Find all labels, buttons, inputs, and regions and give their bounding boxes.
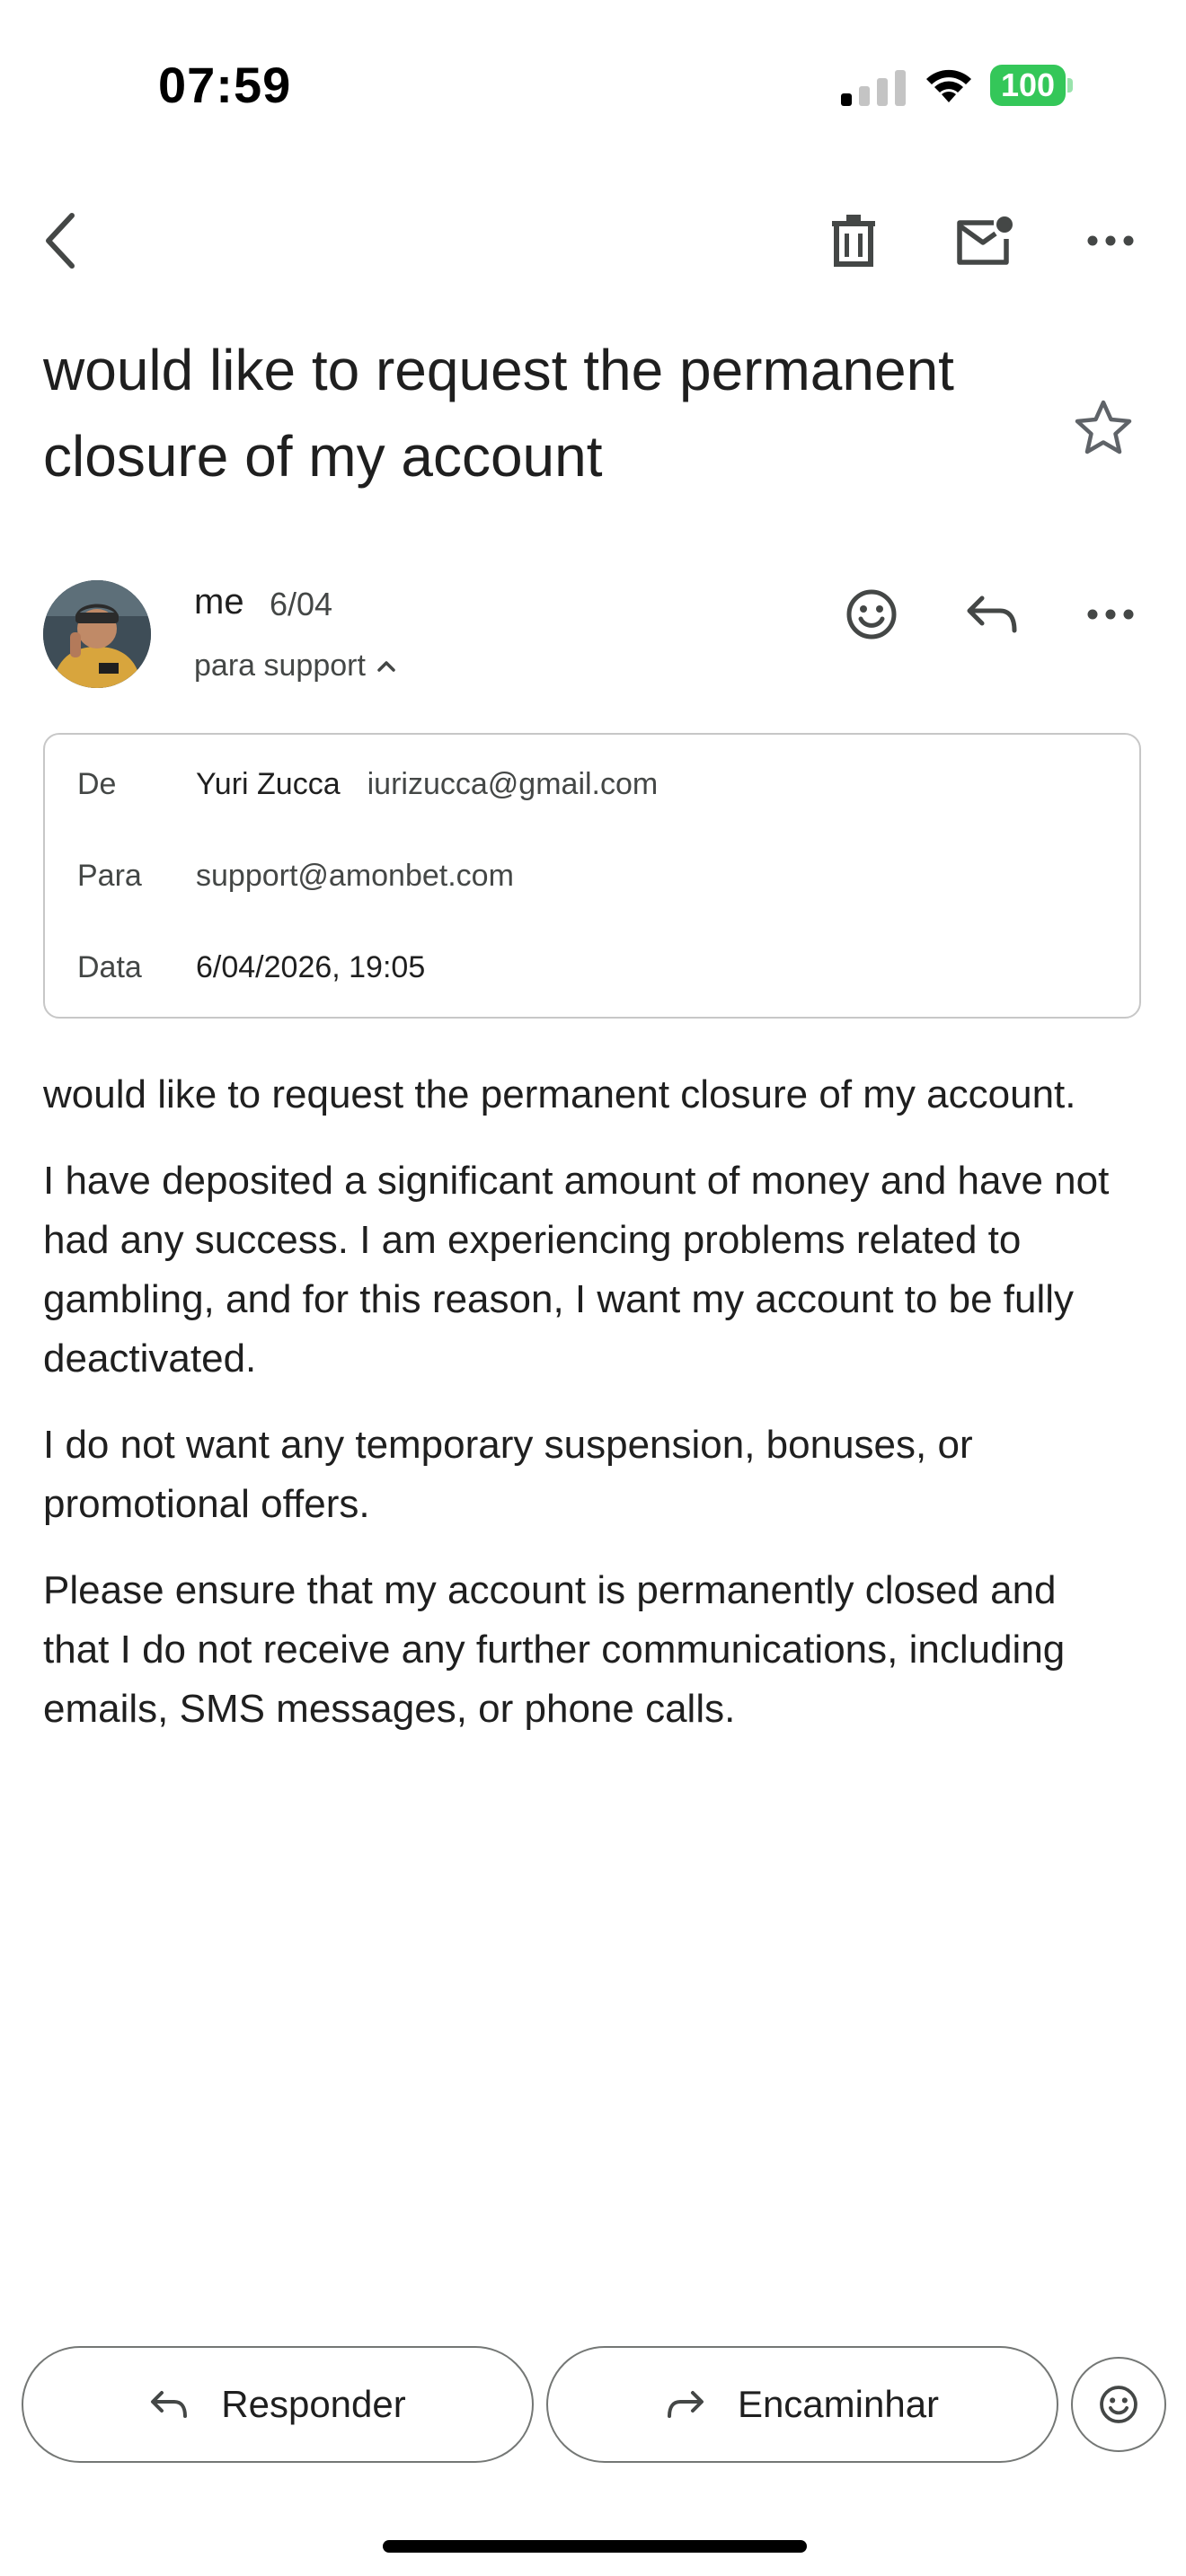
cellular-signal-icon — [841, 70, 909, 106]
trash-icon — [830, 214, 877, 268]
battery-nub — [1067, 78, 1073, 93]
back-button[interactable] — [27, 205, 92, 277]
add-reaction-button[interactable] — [836, 578, 907, 650]
message-details-card — [43, 733, 1141, 1019]
date-value: 6/04/2026, 19:05 — [196, 950, 426, 984]
from-value — [196, 767, 658, 802]
star-button[interactable] — [1067, 392, 1139, 463]
star-icon — [1075, 400, 1132, 455]
from-label: De — [77, 767, 117, 801]
email-body — [43, 1065, 1121, 1766]
reply-icon — [966, 595, 1018, 634]
forward-button-label: Encaminhar — [737, 2383, 940, 2425]
avatar-photo — [43, 580, 151, 688]
more-horizontal-icon — [1087, 235, 1134, 246]
body-paragraph: I have deposited a significant amount of money and have not had any success. I am experiencing problems related to gambling, and for this reason, I want my account to be fully deactivated. — [43, 1159, 1110, 1381]
forward-button[interactable] — [546, 2346, 1058, 2463]
email-subject: would like to request the permanent closure of my account — [43, 338, 954, 489]
from-name: Yuri Zucca — [196, 767, 341, 801]
home-indicator[interactable] — [383, 2540, 807, 2553]
chevron-left-icon — [41, 212, 77, 269]
recipients-toggle[interactable] — [194, 648, 396, 684]
date-label: Data — [77, 950, 142, 984]
mark-unread-button[interactable] — [945, 205, 1022, 277]
sent-date: 6/04 — [270, 586, 333, 622]
more-options-button[interactable] — [1075, 205, 1146, 277]
more-horizontal-icon — [1087, 609, 1134, 620]
recipients-summary: para support — [194, 648, 366, 683]
reply-icon — [149, 2389, 189, 2420]
sender-avatar[interactable] — [43, 580, 151, 688]
from-email[interactable]: iurizucca@gmail.com — [367, 767, 659, 801]
reply-icon-button[interactable] — [956, 578, 1028, 650]
forward-icon — [666, 2389, 705, 2420]
emoji-smile-icon — [845, 588, 898, 640]
mail-unread-icon — [954, 216, 1013, 266]
emoji-reaction-button[interactable] — [1071, 2357, 1166, 2452]
battery-level: 100 — [990, 65, 1066, 106]
status-time: 07:59 — [158, 57, 292, 113]
emoji-smile-icon — [1099, 2385, 1138, 2424]
to-email[interactable]: support@amonbet.com — [196, 859, 514, 893]
delete-button[interactable] — [818, 205, 890, 277]
battery-indicator — [990, 65, 1073, 106]
to-label: Para — [77, 859, 142, 893]
body-paragraph: Please ensure that my account is permanently closed and that I do not receive any further communications, including emails, SMS messages, or phone calls. — [43, 1568, 1066, 1731]
wifi-icon — [922, 65, 976, 104]
chevron-up-icon — [376, 660, 396, 673]
reply-button-label: Responder — [221, 2383, 406, 2425]
message-more-button[interactable] — [1075, 578, 1146, 650]
sender-name: me — [194, 582, 244, 622]
body-paragraph: would like to request the permanent closure of my account. — [43, 1072, 1076, 1116]
reply-button[interactable] — [22, 2346, 534, 2463]
body-paragraph: I do not want any temporary suspension, bonuses, or promotional offers. — [43, 1423, 973, 1526]
